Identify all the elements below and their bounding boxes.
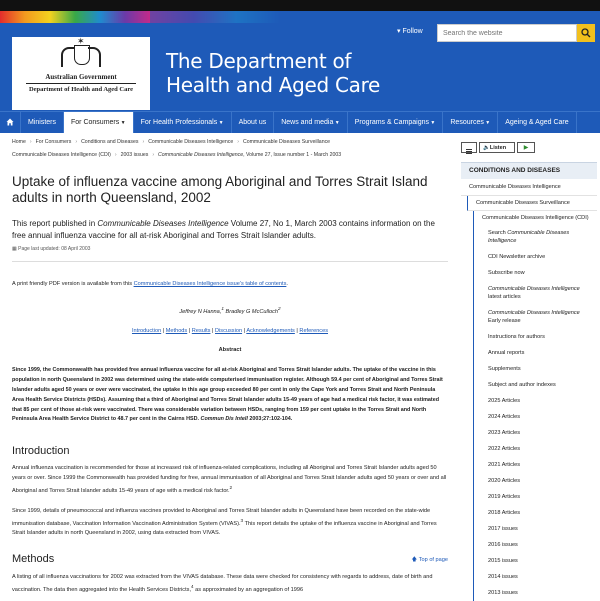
sidebar-item[interactable] [480,505,597,521]
introduction-paragraph-2 [12,507,448,539]
intro-text-end: Volume 27, No 1, March 2003 contains information on the free annual influenza vaccine for all at-risk Aboriginal and Torres Strait Islander adults. [12,219,435,240]
methods-heading-row [12,553,448,565]
logo-gov-text: Australian Government [45,73,117,81]
nav-item-label: News and media [281,119,334,126]
nav-item-label: Programs & Campaigns [354,119,430,126]
caret-down-icon: ▼ [119,120,126,126]
nav-item-about-us[interactable] [232,112,275,133]
sidebar-item[interactable] [480,329,597,345]
top-of-page-link[interactable] [412,555,448,565]
sidebar-item[interactable] [480,265,597,281]
nav-item-programs-campaigns[interactable] [348,112,444,133]
toc-link-acknowledgements[interactable]: Acknowledgements [246,328,295,335]
pdf-note-end: . [286,281,288,287]
menu-icon [462,147,476,156]
author-2-sup: 2 [278,306,281,312]
toc-link-introduction[interactable]: Introduction [131,328,162,335]
sidebar-item-text: Instructions for authors [488,334,545,340]
department-title-line1: The Department of [166,49,352,73]
sidebar-item[interactable] [480,489,597,505]
sidebar-item-text: 2017 issues [488,526,518,532]
breadcrumb-link[interactable]: Communicable Diseases Intelligence [148,139,234,145]
article-toc [12,328,448,334]
rainbow-stripe [0,11,150,23]
methods-p1-text: A listing of all influenza vaccinations for 2002 was extracted from the VIVAS database. These data were checked for consistency with regards to address, date of birth and vaccination. The data then aggregated into the Health Services Districts, [12,573,433,594]
search-button[interactable] [577,24,595,42]
breadcrumb-line2: Communicable Diseases Intelligence (CDI) › 2003 issues › Communicable Diseases Intelligence, Volume 27, Issue number 1 - March 2003 [12,152,342,158]
sidebar-item-journal: Communicable Diseases Intelligence [488,310,580,316]
introduction-heading: Introduction [12,445,70,458]
nav-item-resources[interactable] [443,112,498,133]
abstract-heading: Abstract [218,347,242,354]
sidebar-item-text: 2025 Articles [488,398,521,404]
toc-link-methods[interactable]: Methods [165,328,188,335]
sidebar-subnav [473,211,597,601]
nav-item-label: About us [238,119,267,126]
nav-item-label: Ministers [28,119,57,126]
page-title: Uptake of influenza vaccine among Aboriginal and Torres Strait Island adults in north Queensland, 2002 [12,174,428,205]
breadcrumb-link[interactable]: Communicable Diseases Intelligence (CDI) [12,152,111,158]
intro-paragraph [12,218,448,242]
sidebar-item[interactable] [480,425,597,441]
introduction-p2-end: This report details the uptake of the influenza vaccine in Aboriginal and Torres Strait Islander adults in north Queensland in 2002, using data extracted from VIVAS. [12,520,437,537]
methods-p1-sup: 4 [191,584,194,590]
sidebar-item-cdi[interactable]: Communicable Diseases Intelligence [461,179,597,196]
sidebar-item[interactable] [480,553,597,569]
nav-item-for-health-professionals[interactable] [134,112,232,133]
methods-paragraph-1 [12,573,448,596]
introduction-p2-text: Since 1999, details of pneumococcal and influenza vaccines provided to Aboriginal and Torres Strait Islander adults in Queensland have been recorded on the state-wide immunisation database, Vaccination Information Vaccination Administration System (VIVAS). [12,507,431,527]
sidebar-item-text: Annual reports [488,350,525,356]
listen-label: Listen [489,145,507,151]
toc-separator: | [187,328,192,335]
nav-item-ministers[interactable] [21,112,64,133]
introduction-p1-text: Annual influenza vaccination is recommended for those at increased risk of influenza-related complications, including all Aboriginal and Torres Strait Islander adults aged 50 years or over. Since 1999 the Commonwealth has provided funding for free, annual immunisation of all Aboriginal and Torres Strait Islander adults aged 50 years or over and all Aboriginal and Torres Strait Islander adults 15-49 years of age with a medical risk factor. [12,465,447,494]
author-1: Jeffrey N Hanna, [179,309,222,316]
breadcrumb-link[interactable]: Communicable Diseases Surveillance [242,139,331,145]
sidebar-item-text: 2022 Articles [488,446,521,452]
breadcrumb-separator: › [237,139,239,145]
sidebar-item-text: latest articles [488,294,521,300]
sidebar-item-text: 2021 Articles [488,462,521,468]
abstract-text [12,366,448,425]
sidebar-item-text: 2020 Articles [488,478,521,484]
sidebar-item[interactable] [480,441,597,457]
breadcrumb-link[interactable]: Home [12,139,26,145]
sidebar-item-text: 2016 issues [488,542,518,548]
sidebar-item-text: Supplements [488,366,521,372]
sidebar-item[interactable] [480,225,597,249]
logo-dept-text: Department of Health and Aged Care [26,83,136,93]
caret-down-icon: ▾ [397,28,403,35]
pdf-note [12,280,448,290]
site-header [0,11,600,111]
sidebar-item[interactable] [480,393,597,409]
main-content [12,136,448,596]
sidebar-item[interactable] [480,585,597,601]
caret-down-icon: ▼ [217,120,224,126]
breadcrumb [12,136,448,162]
department-title [166,49,380,97]
sidebar-subnav-items [480,225,597,601]
sidebar-category-heading: CONDITIONS AND DISEASES [461,162,597,179]
sidebar-item-text: 2023 Articles [488,430,521,436]
follow-label: Follow [402,28,423,35]
sidebar-item-text: 2015 issues [488,558,518,564]
calendar-icon: ▦ [12,246,19,252]
arrow-up-icon: 🡅 [411,556,419,563]
breadcrumb-link[interactable]: For Consumers [35,139,72,145]
breadcrumb-current-rest: , Volume 27, Issue number 1 - March 2003 [243,152,342,158]
sidebar-item-journal: Communicable Diseases Intelligence [488,286,580,292]
abstract-citation: Commun Dis Intell [200,416,248,423]
abstract-citation-rest: 2003;27:102-104. [247,416,293,423]
breadcrumb-current-journal: Communicable Diseases Intelligence [158,152,244,158]
sidebar-item[interactable] [480,537,597,553]
sidebar-item-text: Subject and author indexes [488,382,556,388]
breadcrumb-link[interactable]: 2003 issues [120,152,149,158]
nav-item-label: Resources [450,119,484,126]
sidebar-nav [461,179,597,601]
sidebar-item[interactable] [480,305,597,329]
author-1-sup: 1 [221,306,224,312]
sidebar-item-text: Search [488,230,508,236]
breadcrumb-link[interactable]: Conditions and Diseases [81,139,139,145]
sidebar-item-text: 2014 issues [488,574,518,580]
toc-link-results[interactable]: Results [191,328,211,335]
nav-item-news-and-media[interactable] [274,112,347,133]
sidebar-item-text: 2013 issues [488,590,518,596]
nav-item-for-consumers[interactable] [64,112,134,133]
nav-item-label: Ageing & Aged Care [505,119,569,126]
sidebar-item-text: Subscribe now [488,270,525,276]
sidebar-item-text: Early release [488,318,521,324]
breadcrumb-separator: › [29,139,32,145]
toc-link-references[interactable]: References [299,328,329,335]
sidebar-item-text: CDI Newsletter archive [488,254,546,260]
main-navigation [0,111,600,133]
sidebar-item-text: 2024 Articles [488,414,521,420]
nav-item-label: For Consumers [71,119,120,126]
toc-separator: | [294,328,300,335]
sidebar-item[interactable] [480,249,597,265]
page-updated-text: Page last updated: 08 April 2003 [18,246,91,252]
breadcrumb-separator: › [142,139,145,145]
speaker-icon: 🔈 [483,145,490,151]
readspeaker-toolbar [461,142,597,154]
top-black-bar [0,0,600,11]
top-of-page-label: Top of page [418,556,448,563]
pdf-toc-link[interactable]: Communicable Diseases Intelligence issue's table of contents [133,281,287,287]
sidebar-item[interactable] [480,345,597,361]
department-title-line2: Health and Aged Care [166,73,381,97]
home-button[interactable] [0,112,21,133]
sidebar-item[interactable] [480,457,597,473]
page-updated [12,246,448,262]
toc-link-discussion[interactable]: Discussion [215,328,243,335]
authors [12,307,448,316]
sidebar-item-text: 2019 Articles [488,494,521,500]
caret-down-icon: ▼ [333,120,340,126]
sidebar [461,142,597,601]
listen-button[interactable] [479,142,515,153]
methods-heading: Methods [12,552,55,565]
introduction-paragraph-1 [12,464,448,496]
introduction-p2-sup: 3 [240,518,244,523]
sidebar-item[interactable] [480,409,597,425]
follow-button[interactable] [397,27,423,35]
breadcrumb-separator: › [114,152,117,158]
sidebar-item[interactable] [480,569,597,585]
intro-journal-name: Communicable Diseases Intelligence [97,219,229,228]
toc-separator: | [161,328,166,335]
sidebar-item-surveillance[interactable]: Communicable Diseases Surveillance [467,196,597,211]
nav-item-label: For Health Professionals [140,119,218,126]
rainbow-stripe-fade [150,11,280,23]
caret-down-icon: ▼ [429,120,436,126]
sidebar-item-journal: Communicable Diseases Intelligence [488,230,570,244]
search-input[interactable] [437,24,577,42]
play-button[interactable] [517,142,535,153]
author-2: Bradley G McCulloch [225,309,279,316]
readspeaker-menu-button[interactable] [461,142,477,153]
caret-down-icon: ▼ [483,120,491,126]
government-logo[interactable] [12,37,150,110]
home-icon [6,118,14,126]
nav-item-ageing-aged-care[interactable] [498,112,576,133]
pdf-note-start: A print friendly PDF version is available from this [12,281,134,287]
coat-of-arms-icon: ✶ [61,43,101,69]
search-icon [581,28,591,38]
introduction-p1-sup: 2 [229,485,233,491]
sidebar-item-cdi-journal[interactable]: Communicable Diseases Intelligence (CDI) [482,215,589,221]
toc-separator: | [210,328,216,335]
sidebar-item[interactable] [480,281,597,305]
sidebar-item[interactable] [480,521,597,537]
intro-text-start: This report published in [12,219,98,228]
sidebar-item[interactable] [480,377,597,393]
breadcrumb-line1 [12,136,448,149]
abstract-body: Since 1999, the Commonwealth has provided free annual influenza vaccine for all at-risk Aboriginal and Torres Strait Islander adults. The uptake of the vaccine in this population in north Queensland in 2002 was determined using the state-wide computerised immunisation register. Although 59.4 per cent of Aboriginal and Torres Strait Islander adults aged 50 years or over were vaccinated, the uptake in this age group exceeded 80 per cent in only the Cape York and Torres Strait and North Peninsula Area Health Service Districts (HSDs). Assuming that a third of Aboriginal and Torres Strait Islander adults 15-49 years of age had a medical risk factor, it was estimated that 85 per cent of those at-risk were vaccinated. There was considerable variation between HSDs, ranging from 159 per cent uptake in the Torres Strait and North Peninsula Area Health Service District to 48.7 per cent in the Cairns HSD. [12,367,443,423]
toc-separator: | [242,328,247,335]
breadcrumb-separator: › [75,139,78,145]
sidebar-item-text: 2018 Articles [488,510,521,516]
sidebar-item[interactable] [480,473,597,489]
play-icon: ▶ [523,145,529,151]
sidebar-item[interactable] [480,361,597,377]
methods-p1-end: as approximated by an aggregation of 1996 [193,587,304,594]
